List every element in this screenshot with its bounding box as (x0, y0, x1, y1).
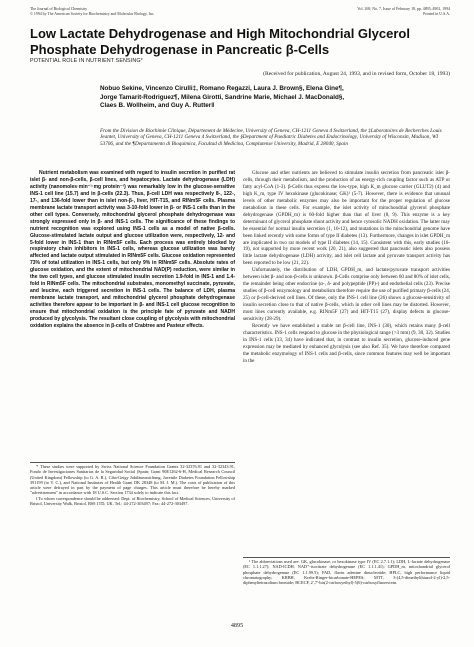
author-line: Jorge Tamarit-Rodriguez¶, Milena Girotti, Sandrine Marie, Michael J. MacDonald§, (100, 93, 345, 101)
received-dates: (Received for publication, August 24, 1993, and in revised form, October 18, 1993) (263, 71, 450, 77)
author-affiliations: From the Division de Biochimie Clinique, Département de Médecine, University of Geneva, CH-1211 Geneva 4 Switzerland, the ‡Laboratoires de Recherches Louis Jeantet, University of Geneva, CH-1211 Geneva 4 Switzerland, the §Department of Paediatric Diabetes and Endocrinology, University of Wisconsin, Madison, WI 53706, and the ¶Departamento di Bioquimica, Facultad di Medicina, Complutense University, Madrid, E 28040, Spain (100, 128, 442, 147)
journal-name: The Journal of Biological Chemistry (30, 7, 88, 11)
footnotes (30, 464, 235, 507)
author-line: Claes B. Wollheim, and Guy A. Rutter‖ (100, 102, 215, 110)
printed-in-line: Printed in U.S.A. (423, 11, 450, 16)
correspondence-footnote: ‖ To whom correspondence should be addressed: Dept. of Biochemistry, School of Medical Sciences, University of Bristol, University Walk, Bristol, BS8 1TD, UK. Tel.: 44-272-303497; Fax: 44-272-303497. (30, 496, 235, 507)
abbreviations-text: ¹ The abbreviations used are: GK, glucokinase, or hexokinase type IV (EC 2.7.1.1); LDH, L-lactate dehydrogenase (EC 1.1.1.27); NAD-ICDH, NAD⁺-isocitrate dehydrogenase (EC 1.1.1.41); GPDH_m, mitochondrial glycerol phosphate dehydrogenase (EC 1.1.99.5); FAD, flavin adenine dinucleotide; HPLC, high performance liquid chromatography; KRBH, Krebs-Ringer-bicarbonate-HEPES; MTT, 3-(4,5-dimethylthiazol-2-yl)-2,5-diphenyltetrazolium bromide; BCECF, 2′,7′-bis(2-carboxyethyl)-5(6)-carboxyfluorescein. (243, 559, 450, 585)
body-paragraph: Unfortunately, the distribution of LDH, GPDH_m, and lactate/pyruvate transport activities between islet β- and non-β-cells is unknown. β-Cells comprise only between 60 and 80% of islet cells, the remainder being other endocrine (α-, δ- and polypeptide (PP)-) and endothelial cells (23). Precise studies of β-cell enzymology and metabolism therefore require the use of purified primary β-cells (24, 25) or β-cell-derived cell lines. Of these, only the INS-1 cell line (26) shows a glucose-sensitivity of insulin secretion close to that of native β-cells, which in other cell lines may be distorted. However, most lines currently available, e.g. RINm5F (27) and HIT-T15 (27), display defects in glucose-sensitivity (28-29). (243, 267, 450, 323)
footnote-divider (30, 462, 235, 463)
body-paragraph: Glucose and other nutrients are believed to stimulate insulin secretion from pancreatic islet β-cells, through their metabolism, and the production of an energy-rich coupling factor such as ATP or fatty acyl-CoA (1-3). β-Cells thus express the low-type, high K_m glucose carrier (GLUT2) (4) and high K_m, type IV hexokinase (glucokinase; GK)¹ (5-7). However, there is evidence that unusual levels of other metabolic enzymes may also be important for the proper regulation of glucose metabolism in these cells. For example, the islet activity of mitochondrial glycerol phosphate dehydrogenase (GPDH_m) is 60-fold higher than that of liver (8, 9). This enzyme is a key determinant of glycerol phosphate shunt activity and hence cytosolic NADH oxidation. The latter may be essential for normal insulin secretion (1, 10-12), and mutations in the mitochondrial genome have been linked recently with some forms of type II diabetes (13). Furthermore, changes in islet GPDH_m are implicated in two rat models of type II diabetes (14, 15). Consistent with this, early studies (16-19), not supported by more recent work (20, 21), also suggested that pancreatic islets also possess little lactate dehydrogenase (LDH) activity, and islet cell lactate and pyruvate transport activity has been reported to be low (21, 22). (243, 170, 450, 267)
abbreviations-footnote (243, 559, 450, 585)
introduction-text (243, 170, 450, 365)
volume-issue-line: Vol. 269, No. 7, Issue of February 18, pp. 4895–4902, 1994 (357, 7, 450, 11)
author-line: Nobuo Sekine, Vincenzo Cirulli‡, Romano Regazzi, Laura J. Brown§, Elena Gine¶, (100, 85, 344, 92)
funding-footnote: * These studies were supported by Swiss National Science Foundation Grants 32-32376.91 and 32-32343.91, Fondo de Investigaciones Sanitarias de la Seguridad Social (Spain; Grant 90E1262-6-H, Medical Research Council (United Kingdom) Fellowship (to G. A. R.), Ciba-Geigy Jubiläumsstiftung, Juvenile Diabetes Foundation Fellowship 391199 (to V. C.), and National Institutes of Health Grant DK 28348 (to M. J. M.). The costs of publication of this article were defrayed in part by the payment of page charges. This article must therefore be hereby marked "advertisement" in accordance with 18 U.S.C. Section 1734 solely to indicate this fact. (30, 464, 235, 496)
running-header-left (30, 7, 230, 16)
author-list (100, 85, 450, 111)
abstract-text: Nutrient metabolism was examined with regard to insulin secretion in purified rat islet β- and non-β-cells, β-cell lines, and hepatocytes. Lactate dehydrogenase (LDH) activity (nanomoles·min⁻¹·mg protein⁻¹) was remarkably low in the glucose-sensitive INS-1 cell line (15.7) and in β-cells (22.3). Thus, β-cell LDH was respectively 8-, 122-, 17-, and 136-fold lower than in islet non-β-, liver, HIT-T15, and RINm5F cells. Plasma membrane lactate transport activity was 3-10-fold lower in β- or INS-1 cells than in the other cell types. Conversely, mitochondrial glycerol phosphate dehydrogenase was strongly expressed only in β- and INS-1 cells. The significance of these findings to nutrient recognition was explored using INS-1 cells as a model of native β-cells. Glucose-stimulated lactate output and glucose utilization were, respectively, 12- and 5-fold lower in INS-1 than in RINm5F cells. Each process was entirely blocked by respiratory chain inhibitors in INS-1 cells, whereas glucose utilization was barely affected and lactate output stimulated in RINm5F cells. Glucose oxidation represented 73% of total utilization in INS-1 cells, but only 9% in RINm5F cells. Absolute rates of glucose oxidation, and the extent of mitochondrial NAD(P) reduction, were similar in the two cell types, and glucose stimulated insulin secretion 1.9-fold in INS-1 and 1.4-fold in RINm5F cells. The mitochondrial substrates, monomethyl succinate, pyruvate, and leucine, each triggered secretion in INS-1 cells. The balance of LDH, plasma membrane lactate transport, and mitochondrial glycerol phosphate dehydrogenase activities therefore appear to be important in β- and INS-1 cell glucose recognition to ensure that mitochondrial oxidation is the principle fate of pyruvate and NADH produced by glycolysis. The resultant close coupling of glycolysis with mitochondrial oxidation explains the absence in β-cells of Crabtree and Pasteur effects. (30, 170, 235, 329)
article-title: Low Lactate Dehydrogenase and High Mitochondrial Glycerol Phosphate Dehydrogenase in Pancreatic β-Cells (30, 26, 410, 57)
body-paragraph: Recently we have established a stable rat β-cell line, INS-1 (30), which retains many β-cell characteristics. INS-1 cells respond to glucose in the physiological range (>3 mm) (9, 30, 32). Studies in INS-1 cells (33, 34) have indicated that, in contrast to insulin secretion, glucose-induced gene expression may be mediated by enhanced glycolysis (see also Ref. 35). We have therefore compared the metabolic enzymology of INS-1 cells and β-cells, since common features may well be important in the (243, 322, 450, 364)
abstract (30, 170, 235, 330)
copyright-line: © 1994 by The American Society for Biochemistry and Molecular Biology, Inc. (30, 11, 155, 16)
abbreviations-divider (243, 557, 450, 558)
article-subtitle: POTENTIAL ROLE IN NUTRIENT SENSING* (30, 58, 143, 64)
running-header-right (318, 7, 450, 16)
page-number: 4895 (230, 622, 244, 629)
